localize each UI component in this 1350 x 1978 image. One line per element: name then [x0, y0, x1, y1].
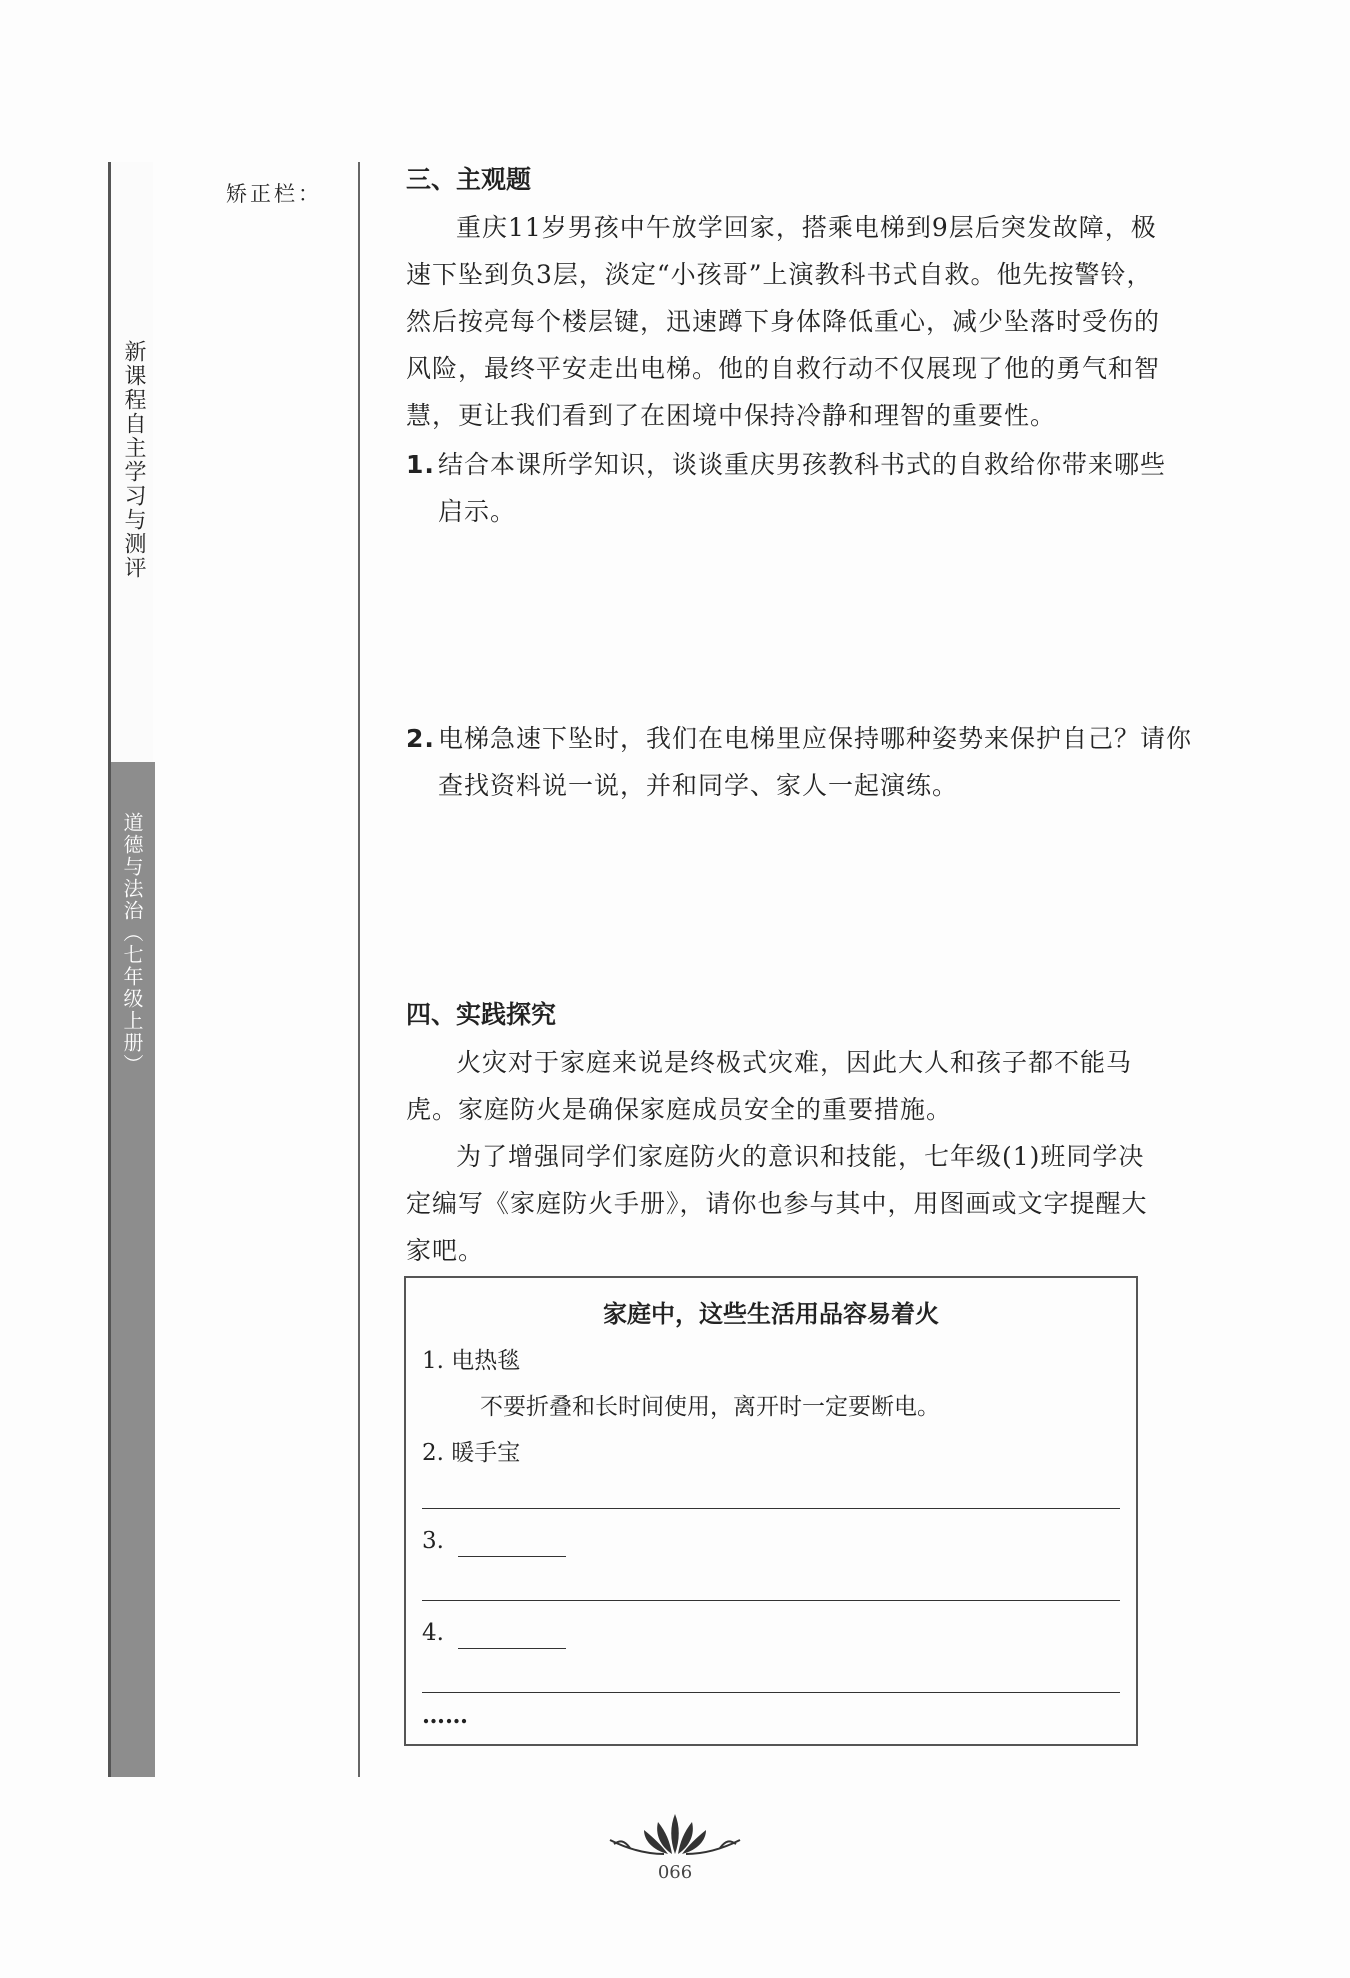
- question-2: [406, 715, 1198, 809]
- fire-safety-box: [404, 1276, 1138, 1746]
- section4-heading: 四、实践探究: [406, 1000, 557, 1029]
- section4-paragraph-1: 火灾对于家庭来说是终极式灾难，因此大人和孩子都不能马虎。家庭防火是确保家庭成员安全的重要措施。: [406, 1048, 1133, 1124]
- section4: [406, 995, 1166, 1274]
- question-2-number: 2.: [406, 724, 435, 753]
- blank-line: [458, 1556, 566, 1557]
- answer-line: [422, 1508, 1120, 1509]
- question-1: [406, 441, 1166, 535]
- answer-line: [422, 1692, 1120, 1693]
- section3-heading: 三、主观题: [406, 165, 532, 194]
- answer-line: [422, 1600, 1120, 1601]
- box-item-4: 4.: [422, 1620, 444, 1646]
- box-item-3: 3.: [422, 1528, 444, 1554]
- box-item-2: 2. 暖手宝: [422, 1440, 521, 1466]
- box-item-1-tip: 不要折叠和长时间使用，离开时一定要断电。: [480, 1394, 940, 1420]
- main-content: [406, 160, 1193, 1265]
- box-item-1: 1. 电热毯: [422, 1348, 521, 1374]
- blank-line: [458, 1648, 566, 1649]
- correction-label: 矫正栏：: [226, 182, 322, 206]
- floral-ornament-icon: [600, 1810, 750, 1858]
- section4-paragraph-2: 为了增强同学们家庭防火的意识和技能，七年级(1)班同学决定编写《家庭防火手册》，请你也参与其中，用图画或文字提醒大家吧。: [406, 1142, 1148, 1265]
- box-ellipsis: ……: [422, 1702, 468, 1729]
- box-title: 家庭中，这些生活用品容易着火: [603, 1300, 939, 1328]
- question-1-text: 结合本课所学知识，谈谈重庆男孩教科书式的自救给你带来哪些启示。: [438, 450, 1167, 526]
- series-title: 新课程自主学习与测评: [121, 340, 146, 580]
- question-1-number: 1.: [406, 450, 435, 479]
- question-2-text: 电梯急速下坠时，我们在电梯里应保持哪种姿势来保护自己？请你查找资料说一说，并和同学、家人一起演练。: [438, 724, 1193, 800]
- page-number: 066: [657, 1862, 693, 1883]
- section3-passage: 重庆11岁男孩中午放学回家，搭乘电梯到9层后突发故障，极速下坠到负3层，淡定“小孩哥”上演教科书式自救。他先按警铃，然后按亮每个楼层键，迅速蹲下身体降低重心，减少坠落时受伤的风险，最终平安走出电梯。他的自救行动不仅展现了他的勇气和智慧，更让我们看到了在困境中保持冷静和理智的重要性。: [406, 213, 1161, 430]
- margin-divider: [358, 162, 360, 1777]
- subject-title: 道德与法治（七年级上册）: [120, 812, 144, 1076]
